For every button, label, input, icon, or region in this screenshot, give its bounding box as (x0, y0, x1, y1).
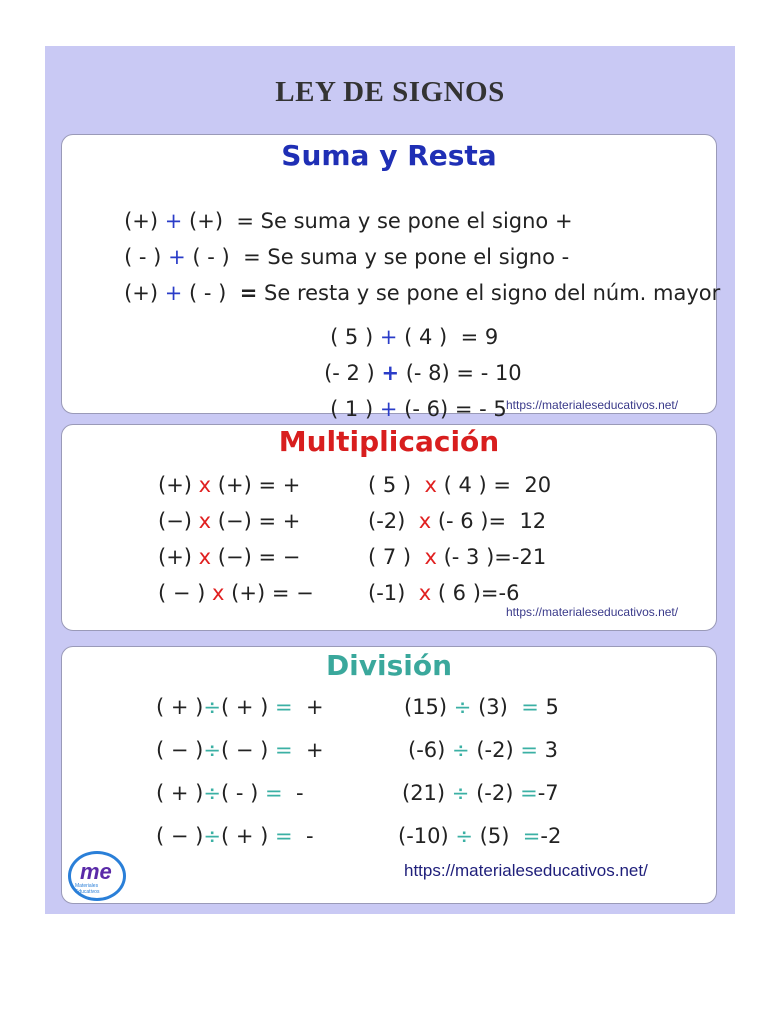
operator: + (164, 281, 183, 305)
source-link[interactable]: https://materialeseducativos.net/ (404, 861, 648, 880)
section-heading: División (325, 649, 453, 682)
sign-a: ( − ) (156, 738, 204, 762)
rule-result: = − (271, 581, 314, 605)
equals: = (236, 209, 254, 233)
sign-b: (+) (217, 473, 252, 497)
equals: = (274, 738, 293, 762)
equals: = (274, 824, 293, 848)
sign-b: (+) (189, 209, 224, 233)
operand-b: (-2) (476, 781, 514, 805)
example-result: = - 5 (454, 397, 507, 421)
operand-b: (- 6 ) (437, 509, 489, 533)
example-result: = 20 (493, 473, 552, 497)
operator: x (424, 545, 437, 569)
example-row (408, 738, 558, 762)
sign-b: (+) (231, 581, 266, 605)
example-result: =-6 (480, 581, 520, 605)
operator: x (418, 509, 432, 533)
sign-b: ( + ) (220, 695, 269, 719)
rule-result: - (295, 781, 304, 805)
logo-mark: me (80, 859, 112, 884)
operand-a: ( 5 ) (330, 325, 374, 349)
equals: = (264, 781, 283, 805)
rule-result: + (305, 695, 324, 719)
operand-a: ( 5 ) (368, 473, 412, 497)
operand-b: (-2) (476, 738, 514, 762)
operand-b: (- 6) (404, 397, 449, 421)
operand-b: ( 4 ) (443, 473, 487, 497)
page-title: LEY DE SIGNOS (275, 76, 505, 108)
operand-a: (-2) (368, 509, 406, 533)
rule-result: Se suma y se pone el signo - (267, 245, 570, 269)
materiales-educativos-logo (68, 851, 126, 901)
section-suma-resta (61, 134, 721, 421)
sign-a: (−) (158, 509, 192, 533)
equals: = (243, 245, 261, 269)
sign-a: ( − ) (158, 581, 206, 605)
rule-row (156, 738, 324, 762)
rule-row (158, 545, 300, 569)
sign-a: (+) (158, 545, 192, 569)
operator: x (424, 473, 437, 497)
example-result: -7 (537, 781, 559, 805)
example-result: = 9 (460, 325, 499, 349)
sign-a: (+) (124, 209, 159, 233)
operand-a: ( 1 ) (330, 397, 374, 421)
rule-row (158, 581, 314, 605)
example-result: -2 (540, 824, 562, 848)
operand-b: ( 4 ) (404, 325, 448, 349)
operand-a: (-10) (398, 824, 449, 848)
example-result: 3 (544, 738, 558, 762)
example-row (368, 509, 546, 533)
example-row (368, 581, 519, 605)
operator: x (198, 509, 212, 533)
rule-row (156, 695, 324, 719)
section-heading: Multiplicación (278, 425, 500, 458)
section-heading: Suma y Resta (281, 139, 497, 172)
operator: ÷ (453, 695, 472, 719)
operand-b: (- 3 ) (443, 545, 495, 569)
operator: ÷ (455, 824, 473, 848)
operator: ÷ (451, 781, 470, 805)
poster (45, 46, 735, 914)
source-link[interactable]: https://materialeseducativos.net/ (506, 398, 679, 412)
rule-result: Se suma y se pone el signo + (260, 209, 573, 233)
rule-row (158, 509, 300, 533)
sign-a: ( + ) (156, 781, 204, 805)
operand-a: ( 7 ) (368, 545, 412, 569)
operator: x (198, 473, 212, 497)
operator: ÷ (203, 781, 221, 805)
sign-a: ( − ) (156, 824, 204, 848)
operand-b: (5) (479, 824, 510, 848)
rule-result: = + (258, 473, 301, 497)
operand-a: (-1) (368, 581, 406, 605)
example-row (402, 781, 559, 805)
operator: x (198, 545, 212, 569)
operand-a: (21) (402, 781, 446, 805)
example-result: 5 (545, 695, 559, 719)
rule-row (158, 473, 300, 497)
section-multiplicacion (61, 424, 717, 631)
operator: ÷ (203, 824, 221, 848)
equals: = (521, 695, 539, 719)
rule-row (156, 824, 314, 848)
example-row (398, 824, 561, 848)
equals: = (520, 738, 538, 762)
operator: x (418, 581, 432, 605)
equals: = (520, 781, 538, 805)
source-link[interactable]: https://materialeseducativos.net/ (506, 605, 679, 619)
rule-result: + (305, 738, 324, 762)
operator: ÷ (452, 738, 470, 762)
operator: + (379, 325, 398, 349)
example-row (368, 545, 546, 569)
example-result: = 12 (488, 509, 547, 533)
operand-b: ( 6 ) (437, 581, 481, 605)
sign-a: (+) (124, 281, 159, 305)
example-row (368, 473, 551, 497)
operator: + (164, 209, 183, 233)
equals: = (239, 281, 258, 305)
sign-b: (−) (217, 545, 252, 569)
section-division (61, 646, 717, 904)
sign-a: (+) (158, 473, 192, 497)
equals: = (522, 824, 541, 848)
operator: + (379, 397, 398, 421)
operator: + (381, 361, 400, 385)
sign-a: ( + ) (156, 695, 204, 719)
operator: ÷ (203, 738, 221, 762)
example-result: =-21 (494, 545, 547, 569)
rule-row (156, 781, 304, 805)
operand-b: (3) (478, 695, 508, 719)
logo-caption: Materiales Educativos (75, 883, 100, 895)
operator: ÷ (203, 695, 221, 719)
rule-result: - (305, 824, 314, 848)
sign-b: (−) (217, 509, 252, 533)
rule-result: = + (258, 509, 301, 533)
operand-a: (15) (404, 695, 448, 719)
equals: = (274, 695, 293, 719)
sign-b: ( + ) (220, 824, 269, 848)
operand-b: (- 8) (405, 361, 450, 385)
sign-b: ( − ) (220, 738, 269, 762)
sign-b: ( - ) (189, 281, 227, 305)
sign-b: ( - ) (192, 245, 230, 269)
example-result: = - 10 (456, 361, 522, 385)
sign-b: ( - ) (220, 781, 259, 805)
operand-a: (- 2 ) (324, 361, 375, 385)
operator: x (212, 581, 225, 605)
example-row (404, 695, 559, 719)
rule-result: Se resta y se pone el signo del núm. mayor (264, 281, 721, 305)
operator: + (168, 245, 186, 269)
rule-result: = − (258, 545, 301, 569)
sign-a: ( - ) (124, 245, 162, 269)
operand-a: (-6) (408, 738, 446, 762)
